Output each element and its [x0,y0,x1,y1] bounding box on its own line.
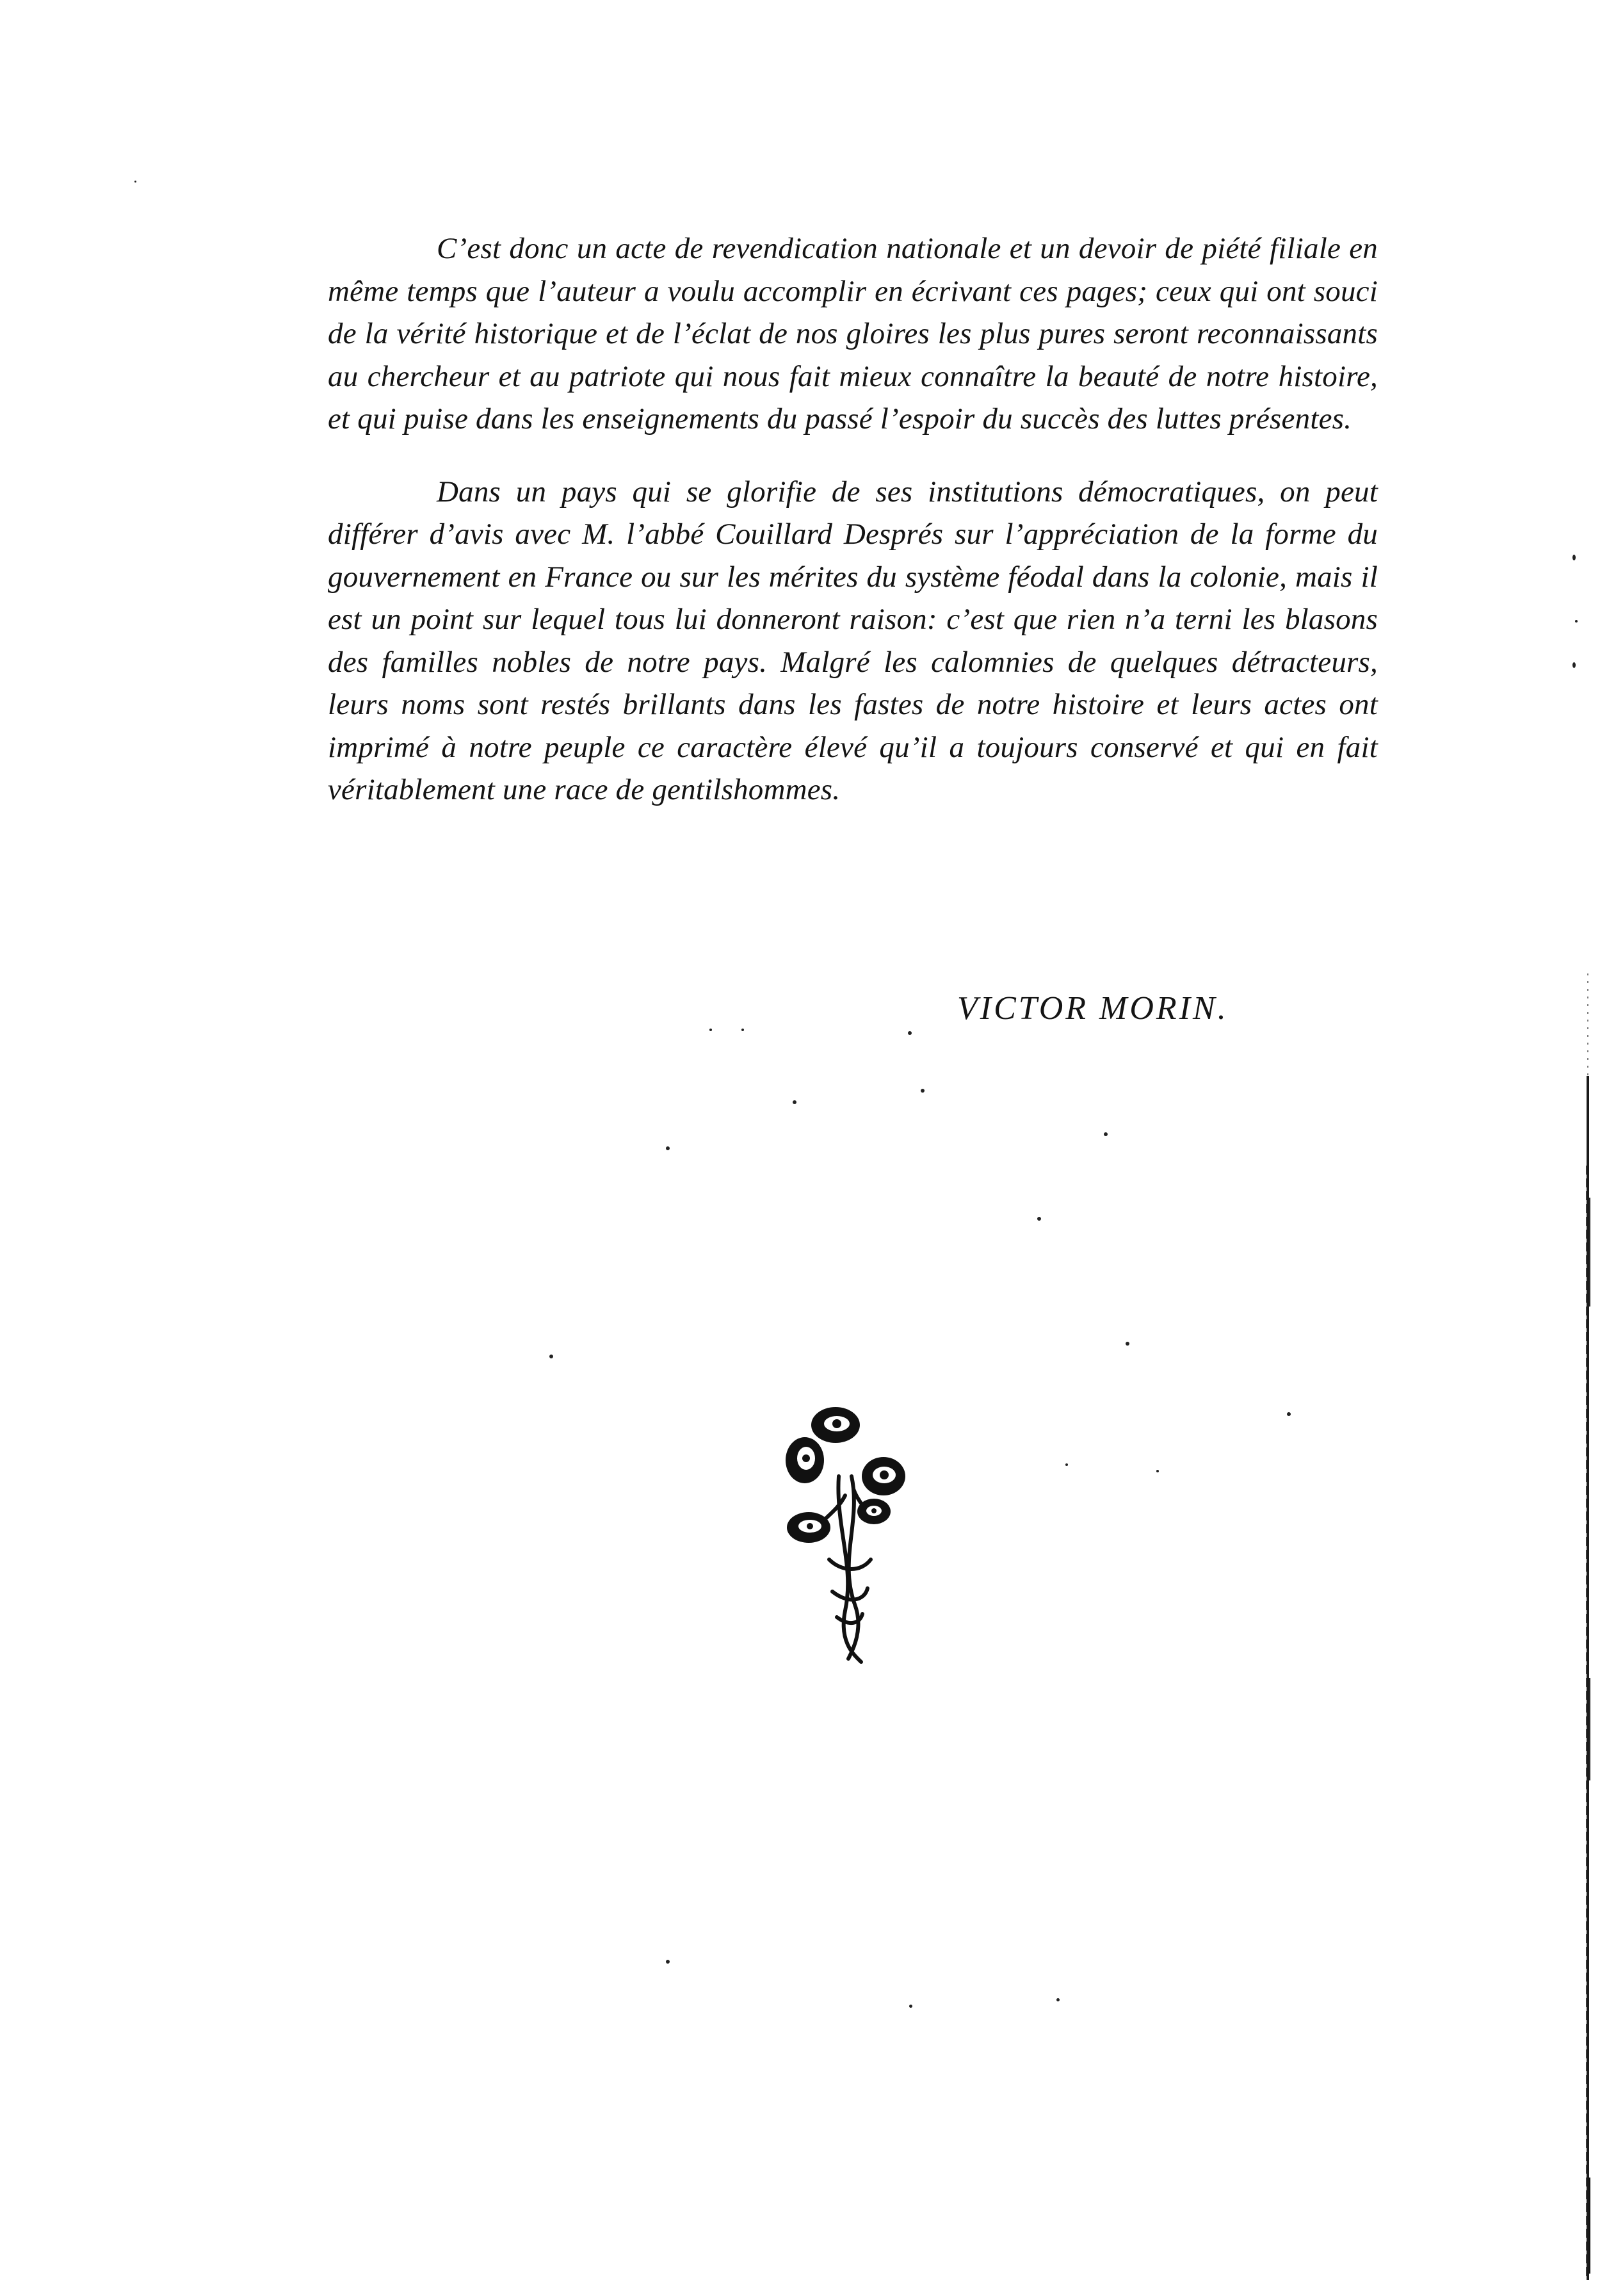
scan-speck [1037,1217,1041,1221]
scan-speck [909,2005,912,2008]
scan-speck [908,1031,912,1035]
binding-edge-shadow [1585,973,1590,2280]
scan-speck [666,1146,670,1150]
scan-speck [1065,1463,1068,1466]
scan-speck [1575,620,1578,623]
scan-speck [549,1355,553,1358]
scan-speck [741,1029,744,1031]
paragraph-1: C’est donc un acte de revendication nationale et un devoir de piété filiale en même temps que l’auteur a voulu accomplir en écrivant ces pages; ceux qui ont souci de la vérité historique et de l’éclat de nos gloires les plus pures seront reconnaissants au chercheur et au patriote qui nous fait mieux connaître la beauté de notre histoire, et qui puise dans les enseignements du passé l’espoir du succès des luttes présentes. [328,232,1378,436]
body-text [328,227,1378,811]
signature: VICTOR MORIN. [957,990,1229,1027]
scan-speck [709,1029,712,1031]
scan-speck [1056,1998,1060,2001]
scan-speck [666,1960,670,1964]
paragraph-2: Dans un pays qui se glorifie de ses institutions démocratiques, on peut différer d’avis avec M. l’abbé Couillard Després sur l’appréciation de la forme du gouvernement en France ou sur les mérites du système féodal dans la colonie, mais il est un point sur lequel tous lui donneront raison: c’est que rien n’a terni les blasons des familles nobles de notre pays. Malgré les calomnies de quelques détracteurs, leurs noms sont restés brillants dans les fastes de notre histoire et leurs actes ont imprimé à notre peuple ce caractère élevé qu’il a toujours conservé et qui en fait véritablement une race de gentilshommes. [328,475,1378,806]
flower-bouquet-icon [778,1399,919,1668]
scan-speck [1572,662,1576,668]
scan-speck [1104,1132,1108,1136]
scan-speck [1572,555,1576,560]
scan-speck [1126,1342,1129,1346]
scan-speck [1287,1412,1291,1416]
scan-speck [1156,1470,1159,1472]
scan-speck [793,1100,796,1104]
scan-speck [921,1089,925,1093]
scan-speck [134,181,136,183]
